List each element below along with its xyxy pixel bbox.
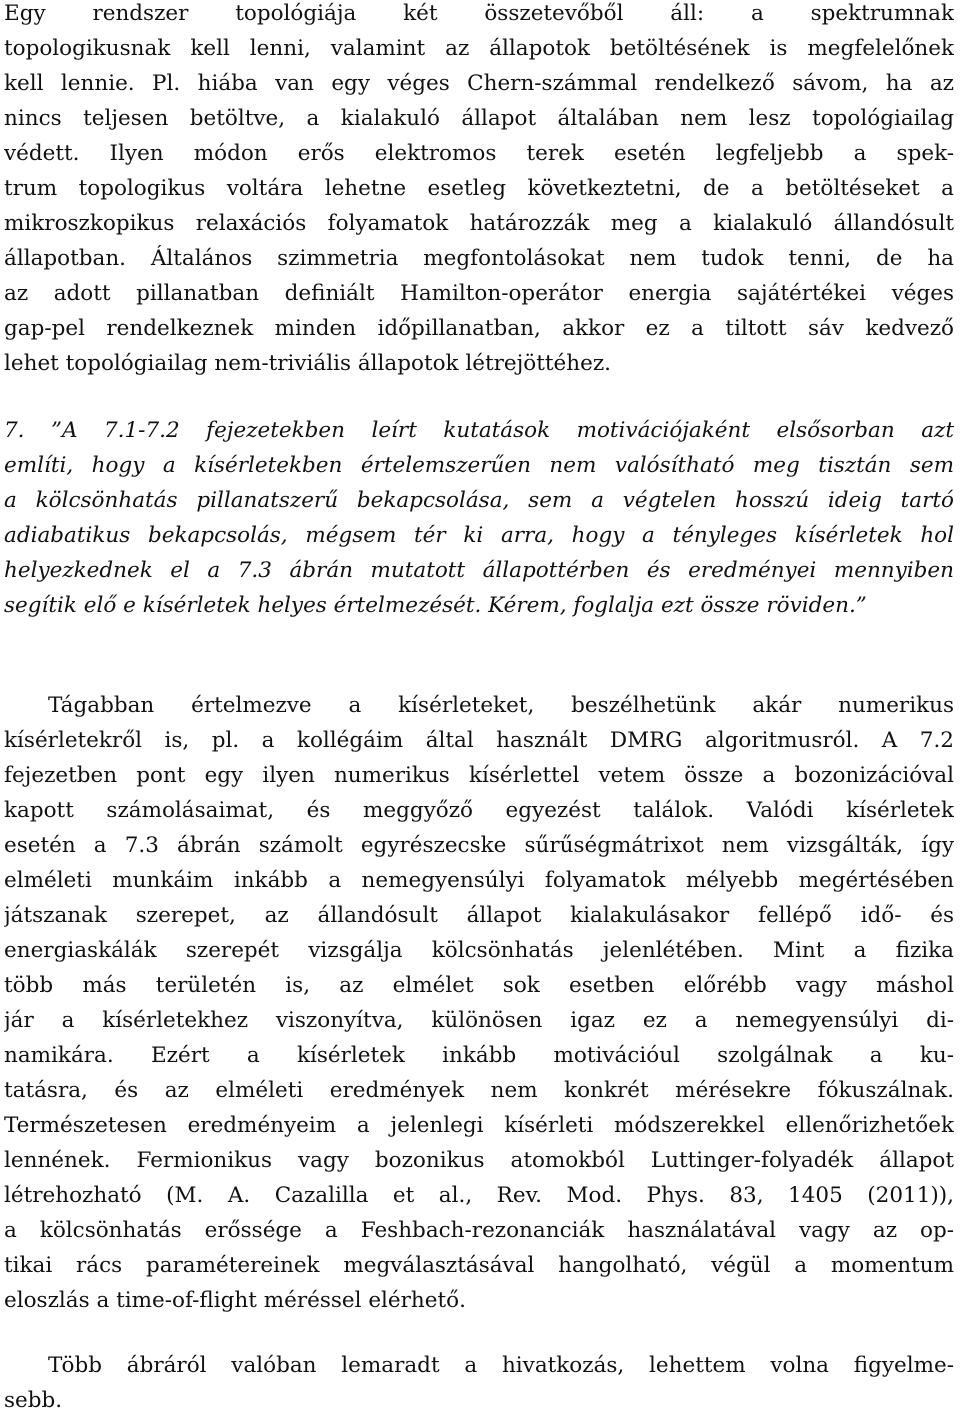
answer-line: Tágabban értelmezve a kísérleteket, beszélhetünk akár numerikus [48,693,954,718]
closing-line: Több ábráról valóban lemaradt a hivatkozás, lehettem volna figyelme- [48,1353,954,1378]
answer-line: tatásra, és az elméleti eredmények nem konkrét mérésekre fókuszálnak. [4,1078,954,1103]
text-line: topologikusnak kell lenni, valamint az állapotok betöltésének is megfelelőnek [4,36,954,61]
answer-line: játszanak szerepet, az állandósult állapot kialakulásakor fellépő idő- és [4,903,954,928]
answer-line: kísérletekről is, pl. a kollégáim által használt DMRG algoritmusról. A 7.2 [4,728,954,753]
text-line: mikroszkopikus relaxációs folyamatok határozzák meg a kialakuló állandósult [4,211,954,236]
answer-line: több más területén is, az elmélet sok esetben előrébb vagy máshol [4,973,954,998]
question-line: adiabatikus bekapcsolás, mégsem tér ki arra, hogy a tényleges kísérletek hol [4,523,954,548]
text-line: védett. Ilyen módon erős elektromos terek esetén legfeljebb a spek- [4,141,954,166]
text-line: trum topologikus voltára lehetne esetleg következtetni, de a betöltéseket a [4,176,954,201]
answer-line: lennének. Fermionikus vagy bozonikus atomokból Luttinger-folyadék állapot [4,1148,954,1173]
question-line: említi, hogy a kísérletekben értelemszerűen nem valósítható meg tisztán sem [4,453,954,478]
text-line: nincs teljesen betöltve, a kialakuló állapot általában nem lesz topológiailag [4,106,954,131]
text-line: kell lennie. Pl. hiába van egy véges Chern-számmal rendelkező sávom, ha az [4,71,954,96]
answer-line: elméleti munkáim inkább a nemegyensúlyi folyamatok mélyebb megértésében [4,868,954,893]
question-line: helyezkednek el a 7.3 ábrán mutatott állapottérben és eredményei mennyiben [4,558,954,583]
text-line: lehet topológiailag nem-triviális állapotok létrejöttéhez. [4,351,611,376]
text-line: Egy rendszer topológiája két összetevőből áll: a spektrumnak [4,1,954,26]
question-line: segítik elő e kísérletek helyes értelmezését. Kérem, foglalja ezt össze röviden.” [4,593,867,618]
answer-line: a kölcsönhatás erőssége a Feshbach-rezonanciák használatával vagy az op- [4,1218,954,1243]
answer-line: eloszlás a time-of-flight méréssel elérhető. [4,1288,466,1313]
answer-line: kapott számolásaimat, és meggyőző egyezést találok. Valódi kísérletek [4,798,954,823]
answer-line: fejezetben pont egy ilyen numerikus kísérlettel vetem össze a bozonizációval [4,763,954,788]
question-line: 7. ”A 7.1-7.2 fejezetekben leírt kutatások motivációjaként elsősorban azt [4,418,954,443]
answer-line: tikai rács paramétereinek megválasztásával hangolható, végül a momentum [4,1253,954,1278]
answer-line: namikára. Ezért a kísérletek inkább motivációul szolgálnak a ku- [4,1043,954,1068]
answer-line: Természetesen eredményeim a jelenlegi kísérleti módszerekkel ellenőrizhetőek [4,1113,954,1138]
answer-line: létrehozható (M. A. Cazalilla et al., Rev. Mod. Phys. 83, 1405 (2011)), [4,1183,954,1208]
answer-line: jár a kísérletekhez viszonyítva, különösen igaz ez a nemegyensúlyi di- [4,1008,954,1033]
answer-line: esetén a 7.3 ábrán számolt egyrészecske sűrűségmátrixot nem vizsgálták, így [4,833,954,858]
closing-line: sebb. [4,1388,63,1413]
answer-line: energiaskálák szerepét vizsgálja kölcsönhatás jelenlétében. Mint a fizika [4,938,954,963]
question-line: a kölcsönhatás pillanatszerű bekapcsolása, sem a végtelen hosszú ideig tartó [4,488,954,513]
text-line: állapotban. Általános szimmetria megfontolásokat nem tudok tenni, de ha [4,246,954,271]
text-line: az adott pillanatban definiált Hamilton-operátor energia sajátértékei véges [4,281,954,306]
text-line: gap-pel rendelkeznek minden időpillanatban, akkor ez a tiltott sáv kedvező [4,316,954,341]
